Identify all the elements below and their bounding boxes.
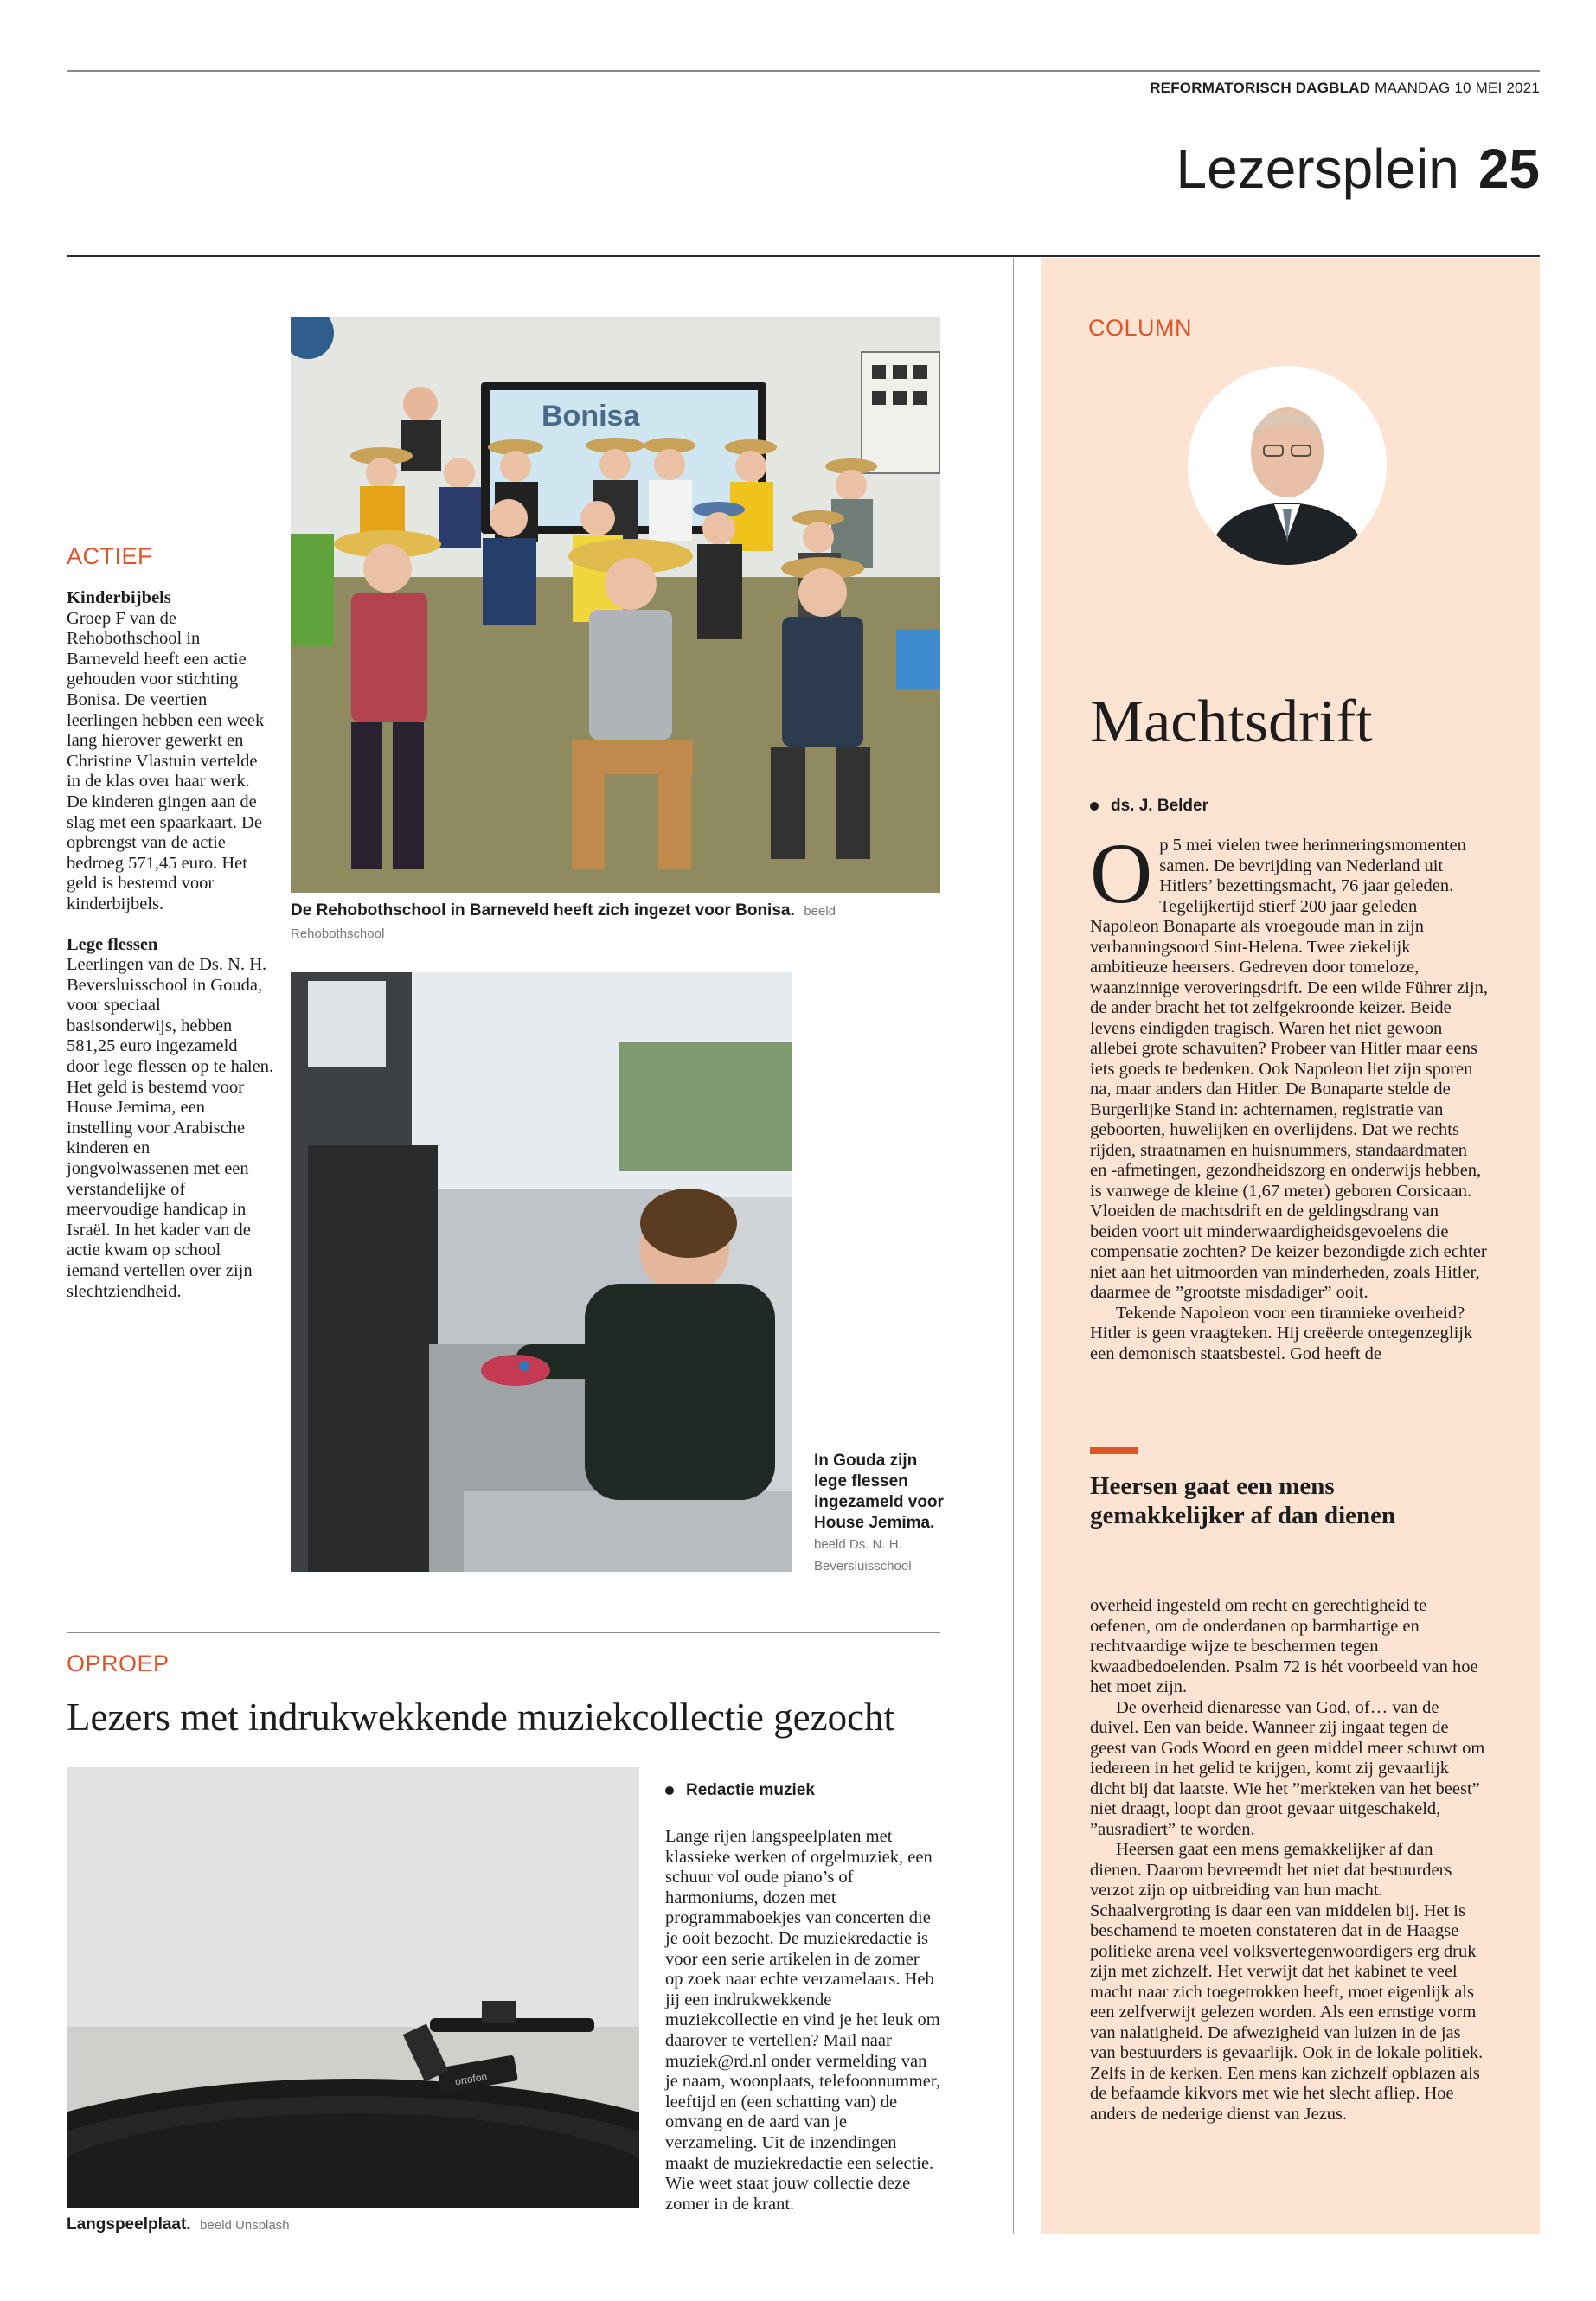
section-name: Lezersplein bbox=[1176, 138, 1459, 200]
column-headline: Machtsdrift bbox=[1090, 689, 1373, 755]
caption-credit: beeld Unsplash bbox=[200, 2218, 290, 2233]
caption-text: Langspeelplaat. bbox=[67, 2215, 191, 2234]
column-kicker: COLUMN bbox=[1088, 315, 1193, 341]
column-divider bbox=[1013, 258, 1014, 2234]
caption-credit: beeld Ds. N. H. Beversluisschool bbox=[814, 1537, 912, 1574]
column-paragraph: De overheid dienaresse van God, of… van de duivel. Een van beide. Wanneer zij ingaat tegen de geest van Gods Woord en geen middel meer schuwt om iedereen in het gelid te krijgen, komt zij gevaarlijk dicht bij dat laatste. Wie het ”merkteken van het beest” niet draagt, loopt dan groot gevaar uitgeschakeld, ”ausradiert” te worden. bbox=[1090, 1697, 1485, 1839]
column-paragraph: overheid ingesteld om recht en gerechtigheid te oefenen, om de onderdanen op barmhartige en rechtvaardige wijze te beschermen tegen kwaadbedoelenden. Psalm 72 is hét voorbeeld van hoe het moet zijn. bbox=[1090, 1596, 1478, 1696]
pull-quote: Heersen gaat een mens gemakkelijker af dan dienen bbox=[1090, 1472, 1396, 1529]
article-body: Leerlingen van de Ds. N. H. Beversluisschool in Gouda, voor speciaal basisonderwijs, hebben 581,25 euro ingezameld door lege flessen op te halen. Het geld is bestemd voor House Jemima, een instelling voor Arabische kinderen en jongvolwassenen met een verstandelijke of meervoudige handicap in Israël. In het kader van de actie kwam op school iemand vertellen over zijn slechtziendheid. bbox=[67, 955, 274, 1301]
header-rule bbox=[67, 70, 1540, 72]
oproep-kicker: OPROEP bbox=[67, 1650, 170, 1676]
photo1-caption bbox=[291, 900, 931, 945]
byline-text: Redactie muziek bbox=[686, 1781, 815, 1799]
dropcap: O bbox=[1090, 825, 1153, 921]
caption-text: In Gouda zijn lege flessen ingezameld voor House Jemima. bbox=[814, 1452, 944, 1532]
oproep-rule bbox=[67, 1632, 940, 1633]
quote-accent bbox=[1090, 1447, 1138, 1454]
record-caption bbox=[67, 2214, 290, 2236]
bullet-icon bbox=[665, 1786, 674, 1795]
caption-text: De Rehobothschool in Barneveld heeft zich ingezet voor Bonisa. bbox=[291, 901, 795, 920]
oproep-byline bbox=[665, 1781, 815, 1800]
article-body: Groep F van de Rehobothschool in Barneveld heeft een actie gehouden voor stichting Bonisa. De veertien leerlingen hebben een week lang hierover gewerkt en Christine Vlastuin vertelde in de klas over haar werk. De kinderen gingen aan de slag met een spaarkaart. De opbrengst van de actie bedroeg 571,45 euro. Het geld is bestemd voor kinderbijbels. bbox=[67, 608, 265, 913]
article-title: Kinderbijbels bbox=[67, 588, 171, 607]
cartridge-text: ortofon bbox=[453, 2070, 489, 2088]
bottle-machine-photo bbox=[291, 972, 792, 1572]
publication-date: MAANDAG 10 MEI 2021 bbox=[1375, 80, 1540, 96]
oproep-headline: Lezers met indrukwekkende muziekcollectie gezocht bbox=[67, 1695, 895, 1739]
section-title bbox=[1176, 138, 1541, 200]
screen-text: Bonisa bbox=[542, 400, 640, 433]
classroom-photo bbox=[291, 317, 940, 893]
page-number: 25 bbox=[1477, 138, 1540, 200]
caption-credit: beeld Rehobothschool bbox=[291, 904, 836, 941]
column-paragraph: Heersen gaat een mens gemakkelijker af dan dienen. Daarom bevreemdt het niet dat bestuurders verzot zijn op uitbreiding van hun macht. Schaalvergroting is daar een van middelen bij. Het is beschamend te moeten constateren dat in de Haagse politieke arena veel volksvertegenwoordigers erg druk zijn met zichzelf. Het verwijt dat het kabinet te veel macht naar zich toegetrokken heeft, moet eigenlijk als een zelfverwijt gelezen worden. Als een ernstige vorm van nalatigheid. De afwezigheid van luizen in de jas van bestuurders is gevaarlijk. Ook in de lokale politiek. Zelfs in de kerken. Een mens kan zichzelf opblazen als de befaamde kikvors met wie het slecht afliep. Hoe anders de nederige dienst van Jezus. bbox=[1090, 1840, 1484, 2124]
column-paragraph: p 5 mei vielen twee herinneringsmomenten samen. De bevrijding van Nederland uit Hitlers’ bezettingsmacht, 76 jaar geleden. Tegelijkertijd stierf 200 jaar geleden Napoleon Bonaparte als vroegoude man in zijn verbanningsoord Sint-Helena. Twee ziekelijk ambitieuze heersers. Gedreven door tomeloze, waanzinnige veroveringsdrift. De een wilde Führer zijn, de ander bracht het tot zelfgekroonde keizer. Beide levens eindigden tragisch. Waren het niet gewoon allebei grote schavuiten? Probeer van Hitler maar eens iets goeds te bedenken. Ook Napoleon liet zijn sporen na, maar anders dan Hitler. De Bonaparte stelde de Burgerlijke Stand in: achternamen, registratie van geboorten, huwelijken en overlijdens. Dat we rechts rijden, straatnamen en huisnummers, standaardmaten en -afmetingen, gezondheidszorg en onderwijs hebben, is vanwege de kleine (1,67 meter) geboren Corsicaan. Vloeiden de machtsdrift en de geldingsdrang van beiden voort uit minderwaardigheidsgevoelens die compensatie zochten? De keizer bezondigde zich echter niet aan het uitmoorden van minderheden, zoals Hitler, daarmee de ”grootste misdadiger” ooit. bbox=[1090, 836, 1488, 1302]
column-text-bottom bbox=[1090, 1596, 1488, 2125]
bottle-machine-illustration bbox=[291, 972, 792, 1572]
actief-kicker: ACTIEF bbox=[67, 543, 153, 569]
oproep-text: Lange rijen langspeelplaten met klassieke werken of orgelmuziek, een schuur vol oude piano’s of harmoniums, dozen met programmaboekjes van concerten die je ooit bezocht. De muziekredactie is voor een serie artikelen in de zomer op zoek naar echte verzamelaars. Heb jij een indrukwekkende muziekcollectie en vind je het leuk om daarover te vertellen? Mail naar muziek@rd.nl onder vermelding van je naam, woonplaats, telefoonnummer, leeftijd en (een schatting van) de omvang en de aard van je verzameling. Uit de inzendingen maakt de muziekredactie een selectie. Wie weet staat jouw collectie deze zomer in de krant. bbox=[665, 1827, 940, 2214]
byline-text: ds. J. Belder bbox=[1111, 797, 1208, 815]
record-photo bbox=[67, 1767, 639, 2208]
classroom-illustration bbox=[291, 317, 940, 893]
section-rule bbox=[67, 255, 1540, 257]
author-portrait-illustration bbox=[1188, 366, 1387, 565]
column-text-top bbox=[1090, 825, 1488, 1364]
masthead bbox=[1150, 80, 1540, 97]
actief-articles bbox=[67, 588, 274, 1322]
article-title: Lege flessen bbox=[67, 934, 158, 954]
publication-name: REFORMATORISCH DAGBLAD bbox=[1150, 80, 1371, 96]
record-illustration bbox=[67, 1767, 639, 2208]
oproep-body bbox=[665, 1827, 940, 2214]
photo2-caption bbox=[814, 1451, 944, 1577]
bullet-icon bbox=[1090, 802, 1099, 811]
author-portrait bbox=[1188, 366, 1387, 565]
column-paragraph: Tekende Napoleon voor een tirannieke overheid? Hitler is geen vraagteken. Hij creëerde ontegenzeglijk een demonisch staatsbestel. God heeft de bbox=[1090, 1303, 1473, 1363]
column-byline bbox=[1090, 797, 1208, 816]
